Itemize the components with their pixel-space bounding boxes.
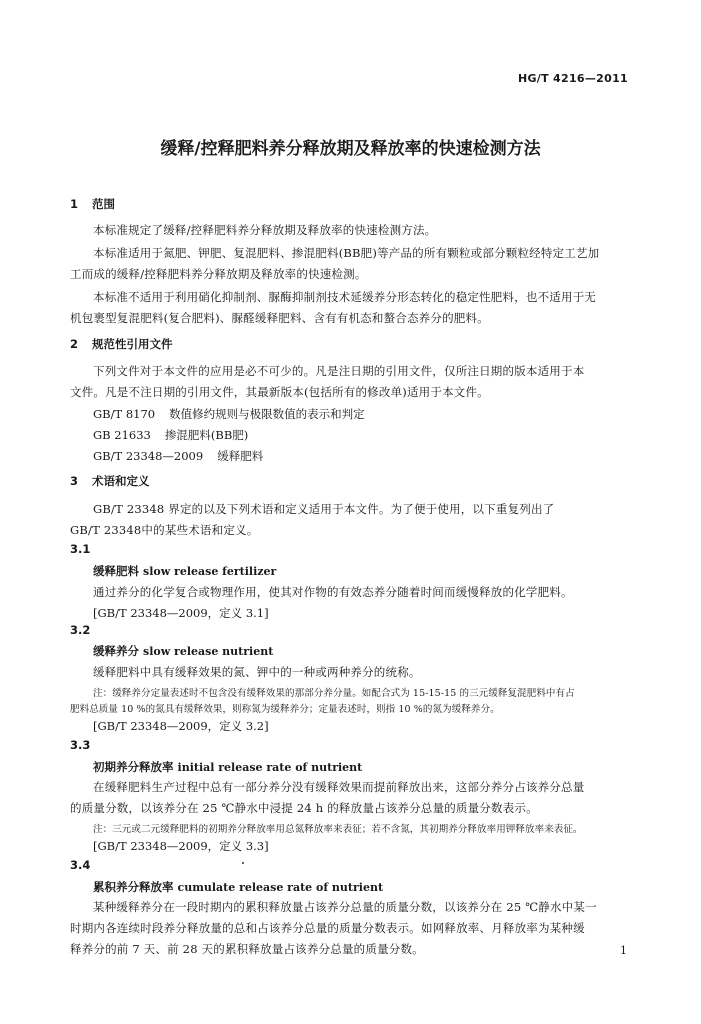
definition: 时期内各连续时段养分释放量的总和占该养分总量的质量分数表示。如网释放率、月释放率为某种缓: [70, 921, 585, 935]
term-cn: 初期养分释放率: [93, 760, 174, 774]
reference-name: 掺混肥料(BB肥): [164, 428, 249, 442]
section-number: 1: [70, 197, 79, 211]
definition: 某种缓释养分在一段时期内的累积释放量占该养分总量的质量分数，以该养分在 25 ℃静水中某一: [93, 900, 597, 914]
term-heading: [93, 879, 383, 895]
paragraph: 机包裹型复混肥料(复合肥料)、脲醛缓释肥料、含有有机态和螯合态养分的肥料。: [70, 311, 489, 325]
term-cn: 缓释养分: [93, 644, 139, 658]
paragraph: 工而成的缓释/控释肥料养分释放期及释放率的快速检测。: [70, 267, 367, 281]
note: 肥料总质量 10 %的氮具有缓释效果，则称氮为缓释养分；定量表述时，则指 10 %的氮为缓释养分。: [70, 704, 500, 715]
term-en: cumulate release rate of nutrient: [177, 881, 384, 894]
reference-code: GB/T 8170: [93, 407, 156, 421]
reference-item: [93, 427, 248, 443]
reference-item: [93, 448, 263, 464]
reference-item: [93, 406, 365, 422]
paragraph: GB/T 23348中的某些术语和定义。: [70, 523, 259, 537]
section-title: 术语和定义: [92, 474, 150, 488]
term-heading: [93, 643, 273, 659]
paragraph: 本标准适用于氮肥、钾肥、复混肥料、掺混肥料(BB肥)等产品的所有颗粒或部分颗粒经特定工艺加: [93, 246, 600, 260]
term-en: slow release nutrient: [143, 645, 274, 658]
term-en: slow release fertilizer: [143, 565, 277, 578]
term-en: initial release rate of nutrient: [177, 761, 363, 774]
scan-speck: [242, 862, 244, 864]
term-heading: [93, 563, 276, 579]
source-reference: [GB/T 23348—2009，定义 3.2]: [93, 719, 269, 733]
paragraph: 本标准不适用于利用硝化抑制剂、脲酶抑制剂技术延缓养分形态转化的稳定性肥料，也不适用于无: [93, 290, 597, 304]
section-number: 3: [70, 474, 79, 488]
section-number: 2: [70, 337, 79, 351]
subsection-number: 3.4: [70, 858, 91, 872]
paragraph: 下列文件对于本文件的应用是必不可少的。凡是注日期的引用文件，仅所注日期的版本适用于本: [93, 364, 585, 378]
term-cn: 累积养分释放率: [93, 880, 174, 894]
note: 注：缓释养分定量表述时不包含没有缓释效果的那部分养分量。如配合式为 15-15-15 的三元缓释复混肥料中有占: [93, 688, 575, 699]
subsection-number: 3.1: [70, 542, 91, 556]
section-title: 规范性引用文件: [92, 337, 173, 351]
reference-code: GB 21633: [93, 428, 151, 442]
section-3-heading: [70, 473, 150, 489]
section-2-heading: [70, 336, 173, 352]
definition: 释养分的前 7 天、前 28 天的累积释放量占该养分总量的质量分数。: [70, 942, 424, 956]
subsection-number: 3.3: [70, 738, 91, 752]
page-number: 1: [620, 944, 627, 957]
section-1-heading: [70, 196, 115, 212]
term-cn: 缓释肥料: [93, 564, 139, 578]
reference-name: 缓释肥料: [217, 449, 264, 463]
definition: 缓释肥料中具有缓释效果的氮、钾中的一种或两种养分的统称。: [93, 665, 421, 679]
document-title: 缓释/控释肥料养分释放期及释放率的快速检测方法: [160, 139, 541, 159]
paragraph: GB/T 23348 界定的以及下列术语和定义适用于本文件。为了便于使用，以下重复列出了: [93, 502, 555, 516]
paragraph: 本标准规定了缓释/控释肥料养分释放期及释放率的快速检测方法。: [93, 223, 437, 237]
section-title: 范围: [92, 197, 115, 211]
note: 注：三元或二元缓释肥料的初期养分释放率用总氮释放率来表征；若不含氮，其初期养分释放率用钾释放率来表征。: [93, 824, 583, 835]
term-heading: [93, 759, 362, 775]
standard-number: HG/T 4216—2011: [517, 72, 628, 85]
definition: 在缓释肥料生产过程中总有一部分养分没有缓释效果而提前释放出来，这部分养分占该养分总量: [93, 780, 585, 794]
source-reference: [GB/T 23348—2009，定义 3.3]: [93, 839, 269, 853]
reference-code: GB/T 23348—2009: [93, 449, 204, 463]
subsection-number: 3.2: [70, 623, 91, 637]
source-reference: [GB/T 23348—2009，定义 3.1]: [93, 606, 269, 620]
definition: 的质量分数，以该养分在 25 ℃静水中浸提 24 h 的释放量占该养分总量的质量分数表示。: [70, 801, 538, 815]
definition: 通过养分的化学复合或物理作用，使其对作物的有效态养分随着时间而缓慢释放的化学肥料。: [93, 585, 573, 599]
reference-name: 数值修约规则与极限数值的表示和判定: [169, 407, 365, 421]
paragraph: 文件。凡是不注日期的引用文件，其最新版本(包括所有的修改单)适用于本文件。: [70, 385, 489, 399]
